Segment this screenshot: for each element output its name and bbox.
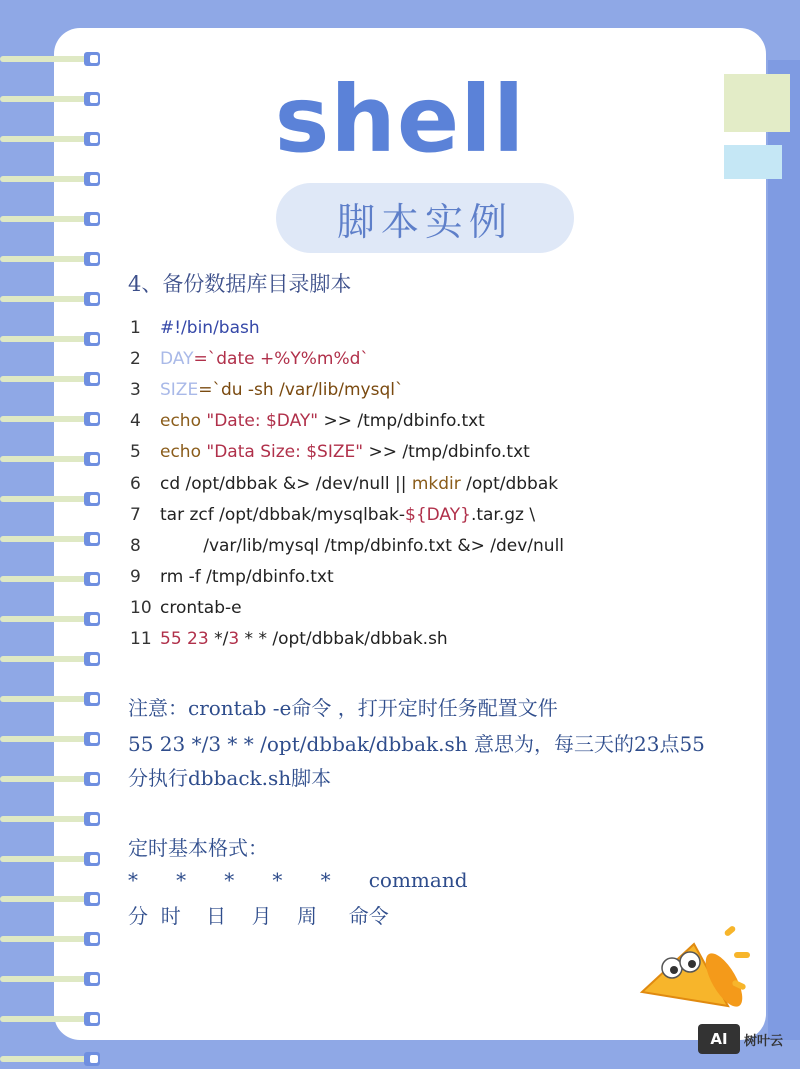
code-line: 5 echo "Data Size: $SIZE" >> /tmp/dbinfo.txt <box>130 442 530 463</box>
binding-ring <box>0 892 100 906</box>
code-line: 6 cd /opt/dbbak &> /dev/null || mkdir /opt/dbbak <box>130 473 559 494</box>
binding-ring <box>0 452 100 466</box>
binding-ring <box>0 412 100 426</box>
note-line-1: 注意：crontab -e命令 ，打开定时任务配置文件 <box>128 696 558 720</box>
code-line: 10 crontab-e <box>130 598 242 619</box>
binding-ring <box>0 932 100 946</box>
code-line: 2 DAY =`date +%Y%m%d` <box>130 348 369 369</box>
code-line: 3 SIZE =`du -sh /var/lib/mysql` <box>130 379 404 400</box>
binding-ring <box>0 372 100 386</box>
format-heading: 定时基本格式： <box>128 836 268 860</box>
format-units: 分 时 日 月 周 命令 <box>128 904 389 928</box>
binding-ring <box>0 1012 100 1026</box>
binding-ring <box>0 612 100 626</box>
binding-ring <box>0 52 100 66</box>
page-title: shell <box>274 66 526 173</box>
binding-ring <box>0 972 100 986</box>
note-line-2: 55 23 */3 * * /opt/dbbak/dbbak.sh 意思为，每三天的23点55 <box>128 732 705 756</box>
binding-ring <box>0 252 100 266</box>
binding-ring <box>0 852 100 866</box>
binding-ring <box>0 772 100 786</box>
binding-ring <box>0 532 100 546</box>
binding-ring <box>0 692 100 706</box>
brand-logo <box>698 1024 783 1054</box>
note-line-3: 分执行dbback.sh脚本 <box>128 766 332 790</box>
subtitle: 脚本实例 <box>336 199 513 244</box>
megaphone-mascot-icon <box>624 922 764 1022</box>
binding-ring <box>0 652 100 666</box>
code-line: 1 #!/bin/bash <box>130 317 260 338</box>
binding-ring <box>0 732 100 746</box>
right-border <box>768 60 800 1040</box>
format-stars: * * * * * command <box>128 868 468 892</box>
code-line: 4 echo "Date: $DAY" >> /tmp/dbinfo.txt <box>130 411 485 432</box>
logo-mark: AI <box>698 1024 740 1054</box>
binding-ring <box>0 812 100 826</box>
binding-ring <box>0 572 100 586</box>
code-block <box>128 312 564 655</box>
binding-ring <box>0 172 100 186</box>
logo-text: 树叶云 <box>744 1033 784 1049</box>
binding-ring <box>0 332 100 346</box>
subtitle-pill <box>276 183 574 253</box>
binding-ring <box>0 492 100 506</box>
section-heading: 4、备份数据库目录脚本 <box>128 272 352 296</box>
code-line: 9 rm -f /tmp/dbinfo.txt <box>130 567 334 588</box>
code-line: 8 /var/lib/mysql /tmp/dbinfo.txt &> /dev/null <box>130 535 565 556</box>
binding-ring <box>0 1052 100 1066</box>
code-line: 11 55 23 */ 3 * * /opt/dbbak/dbbak.sh <box>130 629 448 650</box>
binding-ring <box>0 292 100 306</box>
code-line: 7 tar zcf /opt/dbbak/mysqlbak- ${DAY} .tar.gz \ <box>130 504 536 525</box>
binding-ring <box>0 212 100 226</box>
